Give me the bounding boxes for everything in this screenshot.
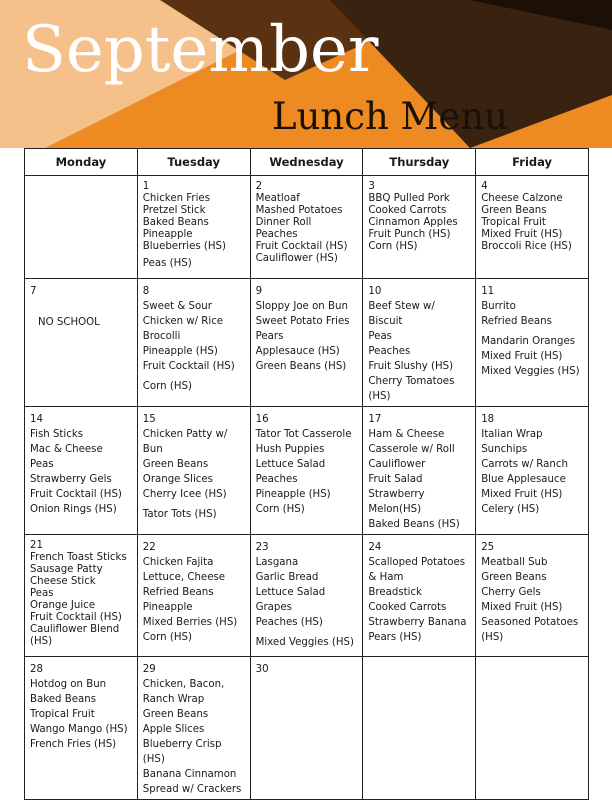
day-cell — [25, 535, 138, 657]
menu-item: Blueberry Crisp (HS) — [142, 739, 222, 765]
menu-item: Hush Puppies — [255, 444, 325, 455]
week-row — [25, 176, 589, 279]
day-number: 29 — [142, 664, 156, 675]
day-number: 21 — [30, 540, 43, 551]
menu-item: BBQ Pulled Pork — [368, 193, 450, 204]
menu-item: Green Beans — [481, 572, 547, 583]
menu-item: French Toast Sticks — [30, 552, 127, 563]
menu-item: Fruit Salad — [368, 474, 423, 485]
day-number: 7 — [30, 286, 37, 297]
day-number: 17 — [368, 414, 382, 425]
menu-item: Brocolli — [142, 331, 181, 342]
menu-item: Beef Stew w/ Biscuit — [368, 301, 435, 327]
menu-item: Cheese Stick — [30, 576, 96, 587]
menu-item: Pears — [255, 331, 284, 342]
week-row — [25, 535, 589, 657]
menu-item: Peas (HS) — [142, 258, 192, 269]
day-number: 14 — [30, 414, 43, 425]
menu-item: Casserole w/ Roll — [368, 444, 455, 455]
menu-item: Baked Beans (HS) — [368, 519, 460, 530]
day-number: 28 — [30, 664, 43, 675]
menu-item: Burrito — [481, 301, 516, 312]
menu-item: Cherry Icee (HS) — [142, 489, 227, 500]
menu-item: Fish Sticks — [30, 429, 84, 440]
menu-item: Peaches — [255, 474, 298, 485]
menu-item: Cauliflower — [368, 459, 426, 470]
menu-item: Cooked Carrots — [368, 602, 447, 613]
menu-item: Wango Mango (HS) — [30, 724, 128, 735]
menu-item: Bun — [142, 444, 163, 455]
menu-item: Lasgana — [255, 557, 299, 568]
menu-item: Mixed Fruit (HS) — [481, 602, 563, 613]
menu-item: Garlic Bread — [255, 572, 319, 583]
menu-item: Sloppy Joe on Bun — [255, 301, 348, 312]
menu-item: Sunchips — [481, 444, 528, 455]
menu-item: Cheese Calzone — [481, 193, 563, 204]
weekday-header: Monday — [25, 149, 138, 176]
day-number: 30 — [255, 664, 269, 675]
menu-item: Chicken Fajita — [142, 557, 214, 568]
menu-item: Fruit Cocktail (HS) — [30, 489, 122, 500]
day-number: 16 — [255, 414, 269, 425]
menu-item: Meatball Sub — [481, 557, 548, 568]
menu-item: Lettuce, Cheese — [142, 572, 226, 583]
day-number: 23 — [255, 542, 269, 553]
menu-item: Fruit Cocktail (HS) — [142, 361, 235, 372]
day-cell — [137, 176, 250, 279]
menu-item: Cherry Tomatoes — [368, 376, 455, 387]
weekday-header: Wednesday — [250, 149, 363, 176]
day-cell — [476, 535, 589, 657]
menu-item: Chicken, Bacon, — [142, 679, 225, 690]
day-cell — [137, 535, 250, 657]
day-number: 15 — [142, 414, 156, 425]
day-number: 24 — [368, 542, 382, 553]
weekday-header: Thursday — [363, 149, 476, 176]
menu-item: Green Beans — [142, 709, 209, 720]
month-title: September — [22, 13, 379, 87]
day-cell — [363, 535, 476, 657]
day-cell — [476, 176, 589, 279]
menu-item: Tator Tot Casserole — [255, 429, 352, 440]
header-banner — [0, 0, 612, 148]
menu-item: Cooked Carrots — [368, 205, 447, 216]
menu-item: Green Beans — [481, 205, 547, 216]
day-number: 2 — [255, 181, 263, 192]
menu-item: Orange Slices — [142, 474, 213, 485]
day-cell — [250, 279, 363, 407]
day-cell — [363, 176, 476, 279]
menu-item: Baked Beans — [142, 217, 209, 228]
menu-item: Lettuce Salad — [255, 587, 326, 598]
menu-item: Green Beans (HS) — [255, 361, 347, 372]
menu-item: Cauliflower Blend — [30, 624, 120, 635]
day-number: 10 — [368, 286, 382, 297]
menu-item: Carrots w/ Ranch — [481, 459, 568, 470]
menu-item: Mixed Fruit (HS) — [481, 229, 563, 240]
week-row — [25, 657, 589, 800]
lunch-calendar — [24, 148, 589, 800]
week-row — [25, 407, 589, 535]
menu-item: & Ham — [368, 572, 404, 583]
menu-item: Onion Rings (HS) — [30, 504, 117, 515]
menu-item: (HS) — [30, 636, 53, 647]
menu-item: Applesauce (HS) — [255, 346, 340, 357]
menu-item: Cinnamon Apples — [368, 217, 458, 228]
menu-item: Ham & Cheese — [368, 429, 445, 440]
menu-item: Peaches — [368, 346, 411, 357]
menu-item: Mixed Fruit (HS) — [481, 351, 563, 362]
day-cell — [25, 407, 138, 535]
day-cell — [363, 407, 476, 535]
menu-item: Chicken w/ Rice — [142, 316, 224, 327]
menu-item: Mixed Veggies (HS) — [255, 637, 355, 648]
day-number: 25 — [481, 542, 495, 553]
menu-item: Blue Applesauce — [481, 474, 566, 485]
menu-item: Tropical Fruit — [481, 217, 546, 228]
day-cell — [363, 657, 476, 800]
day-number: 1 — [142, 181, 150, 192]
menu-item: Mandarin Oranges — [481, 336, 576, 347]
menu-item: Pears (HS) — [368, 632, 422, 643]
day-cell — [476, 657, 589, 800]
menu-item: Pineapple (HS) — [142, 346, 218, 357]
day-number: 11 — [481, 286, 495, 297]
menu-item: Refried Beans — [481, 316, 552, 327]
menu-item: Strawberry Banana — [368, 617, 467, 628]
day-cell — [137, 407, 250, 535]
menu-item: Pineapple (HS) — [255, 489, 331, 500]
menu-item: Lettuce Salad — [255, 459, 326, 470]
day-number: 18 — [481, 414, 495, 425]
menu-item: Orange Juice — [30, 600, 96, 611]
menu-item: Strawberry — [368, 489, 425, 500]
day-cell — [137, 657, 250, 800]
day-number: 3 — [368, 181, 375, 192]
menu-item: Cauliflower (HS) — [255, 253, 338, 264]
menu-item: Corn (HS) — [255, 504, 305, 515]
menu-item: Hotdog on Bun — [30, 679, 107, 690]
menu-item: Mac & Cheese — [30, 444, 103, 455]
menu-item: Peaches — [255, 229, 298, 240]
menu-item: Seasoned Potatoes — [481, 617, 579, 628]
menu-item: Refried Beans — [142, 587, 214, 598]
menu-item: Cherry Gels — [481, 587, 541, 598]
menu-item: Mixed Fruit (HS) — [481, 489, 563, 500]
menu-item: Peas — [30, 459, 54, 470]
menu-item: Italian Wrap — [481, 429, 543, 440]
day-number: 4 — [481, 181, 488, 192]
menu-item: Scalloped Potatoes — [368, 557, 466, 568]
day-cell — [25, 176, 138, 279]
weekday-header: Friday — [476, 149, 589, 176]
menu-item: Pretzel Stick — [142, 205, 206, 216]
menu-item: Corn (HS) — [142, 381, 192, 392]
day-number: 22 — [142, 542, 156, 553]
day-note: NO SCHOOL — [38, 317, 100, 328]
menu-item: Apple Slices — [142, 724, 205, 735]
menu-item: Celery (HS) — [481, 504, 540, 515]
menu-item: Fruit Cocktail (HS) — [30, 612, 122, 623]
menu-item: Banana Cinnamon — [142, 769, 237, 780]
day-cell — [476, 407, 589, 535]
menu-item: Chicken Fries — [142, 193, 211, 204]
menu-item: Fruit Cocktail (HS) — [255, 241, 348, 252]
menu-item: Ranch Wrap — [142, 694, 205, 705]
menu-item: Pineapple — [142, 602, 193, 613]
menu-item: Tator Tots (HS) — [142, 509, 217, 520]
menu-item: Broccoli Rice (HS) — [481, 241, 572, 252]
day-cell — [25, 279, 138, 407]
menu-item: Strawberry Gels — [30, 474, 112, 485]
day-cell — [250, 535, 363, 657]
week-row — [25, 279, 589, 407]
menu-item: Baked Beans — [30, 694, 97, 705]
menu-item: Spread w/ Crackers — [142, 784, 242, 795]
menu-item: Corn (HS) — [368, 241, 418, 252]
menu-item: Sweet Potato Fries — [255, 316, 350, 327]
day-cell — [137, 279, 250, 407]
menu-subtitle: Lunch Menu — [272, 95, 508, 138]
menu-item: Mashed Potatoes — [255, 205, 343, 216]
menu-item: Fruit Slushy (HS) — [368, 361, 454, 372]
menu-item: Peaches (HS) — [255, 617, 323, 628]
day-cell — [250, 407, 363, 535]
menu-item: Corn (HS) — [142, 632, 192, 643]
menu-item: Mixed Veggies (HS) — [481, 366, 580, 377]
menu-item: Meatloaf — [255, 193, 300, 204]
day-cell — [250, 176, 363, 279]
day-number: 8 — [142, 286, 150, 297]
menu-item: French Fries (HS) — [30, 739, 117, 750]
menu-item: Blueberries (HS) — [142, 241, 226, 252]
day-cell — [25, 657, 138, 800]
menu-item: Fruit Punch (HS) — [368, 229, 451, 240]
day-cell — [250, 657, 363, 800]
menu-item: (HS) — [368, 391, 391, 402]
day-number: 9 — [255, 286, 263, 297]
menu-item: Sweet & Sour — [142, 301, 212, 312]
weekday-header-row — [25, 149, 589, 176]
menu-item: Breadstick — [368, 587, 422, 598]
weekday-header: Tuesday — [137, 149, 250, 176]
menu-item: Green Beans — [142, 459, 209, 470]
day-cell — [363, 279, 476, 407]
menu-item: Chicken Patty w/ — [142, 429, 228, 440]
menu-item: Grapes — [255, 602, 292, 613]
menu-item: Dinner Roll — [255, 217, 312, 228]
menu-item: Tropical Fruit — [30, 709, 95, 720]
menu-item: Mixed Berries (HS) — [142, 617, 238, 628]
day-cell — [476, 279, 589, 407]
menu-item: Melon(HS) — [368, 504, 422, 515]
menu-item: Peas — [368, 331, 392, 342]
menu-item: Sausage Patty — [30, 564, 103, 575]
menu-item: Peas — [30, 588, 54, 599]
menu-item: (HS) — [481, 632, 504, 643]
menu-item: Pineapple — [142, 229, 193, 240]
